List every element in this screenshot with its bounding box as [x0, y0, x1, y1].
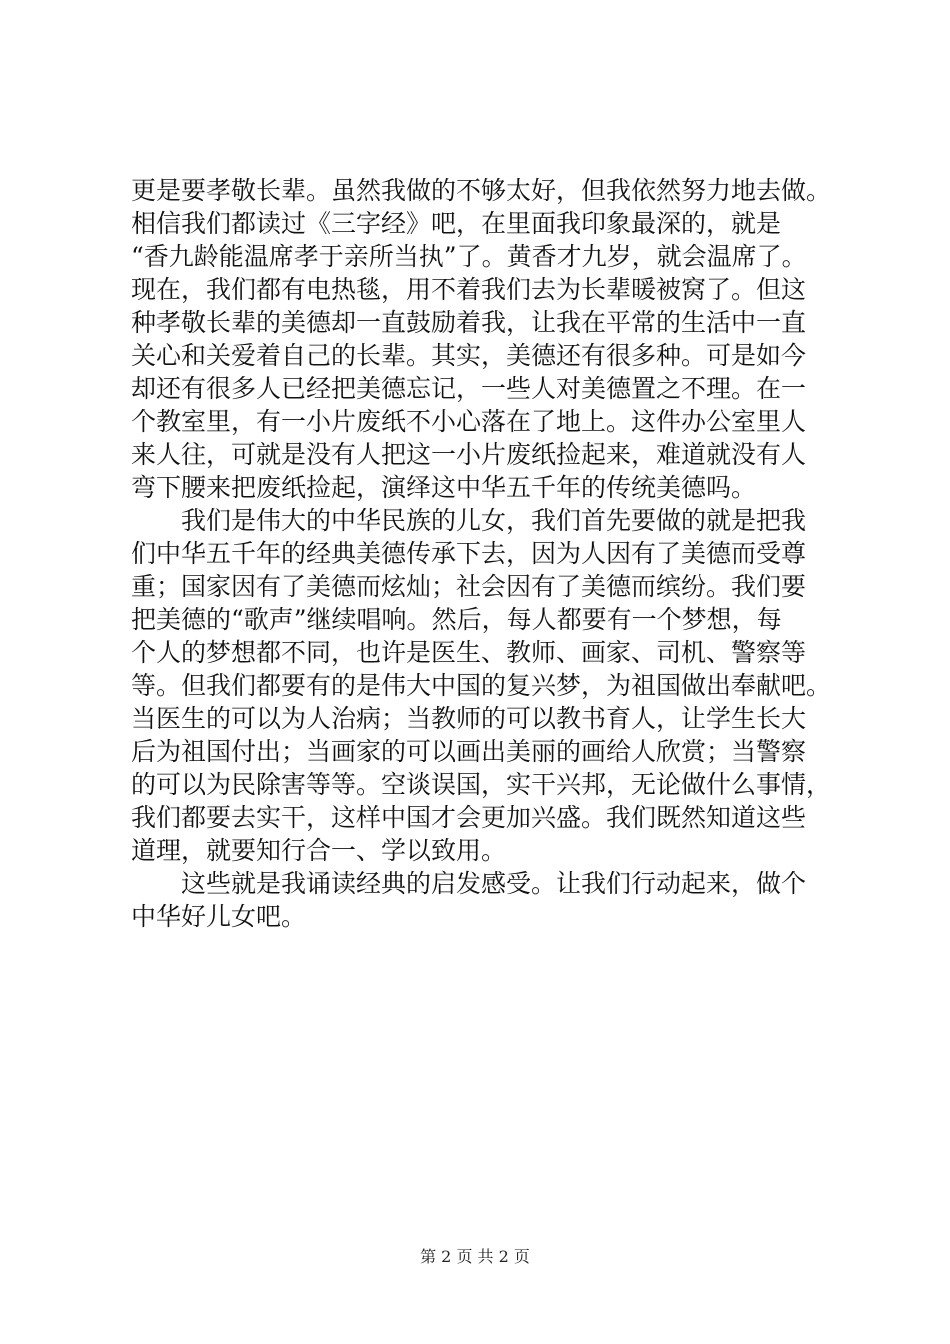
text-line: 关心和关爱着自己的长辈。其实，美德还有很多种。可是如今	[131, 341, 807, 370]
text-line: 把美德的“歌声”继续唱响。然后，每人都要有一个梦想，每	[131, 605, 782, 634]
text-line: 种孝敬长辈的美德却一直鼓励着我，让我在平常的生活中一直	[131, 308, 807, 337]
text-line: “香九龄能温席孝于亲所当执”了。黄香才九岁，就会温席了。	[131, 242, 807, 271]
text-line: 更是要孝敬长辈。虽然我做的不够太好，但我依然努力地去做。	[131, 176, 832, 205]
text-line: 后为祖国付出；当画家的可以画出美丽的画给人欣赏；当警察	[131, 737, 807, 766]
text-line: 等。但我们都要有的是伟大中国的复兴梦，为祖国做出奉献吧。	[131, 671, 832, 700]
paragraph-start-line: 我们是伟大的中华民族的儿女，我们首先要做的就是把我	[181, 506, 807, 535]
page-footer: 第 2 页 共 2 页	[420, 1247, 530, 1266]
text-line: 弯下腰来把废纸捡起，演绎这中华五千年的传统美德吗。	[131, 473, 757, 502]
text-line: 道理，就要知行合一、学以致用。	[131, 836, 507, 865]
text-line: 当医生的可以为人治病；当教师的可以教书育人，让学生长大	[131, 704, 807, 733]
text-line: 中华好儿女吧。	[131, 902, 307, 931]
text-line: 相信我们都读过《三字经》吧，在里面我印象最深的，就是	[131, 209, 782, 238]
paragraph-start-line: 这些就是我诵读经典的启发感受。让我们行动起来，做个	[181, 869, 807, 898]
document-body	[131, 174, 831, 933]
text-line: 来人往，可就是没有人把这一小片废纸捡起来，难道就没有人	[131, 440, 807, 469]
text-line: 个教室里，有一小片废纸不小心落在了地上。这件办公室里人	[131, 407, 807, 436]
text-line: 的可以为民除害等等。空谈误国，实干兴邦，无论做什么事情，	[131, 770, 832, 799]
text-line: 我们都要去实干，这样中国才会更加兴盛。我们既然知道这些	[131, 803, 807, 832]
text-line: 现在，我们都有电热毯，用不着我们去为长辈暖被窝了。但这	[131, 275, 807, 304]
text-line: 个人的梦想都不同，也许是医生、教师、画家、司机、警察等	[131, 638, 807, 667]
text-line: 重；国家因有了美德而炫灿；社会因有了美德而缤纷。我们要	[131, 572, 807, 601]
text-line: 却还有很多人已经把美德忘记，一些人对美德置之不理。在一	[131, 374, 807, 403]
text-line: 们中华五千年的经典美德传承下去，因为人因有了美德而受尊	[131, 539, 807, 568]
